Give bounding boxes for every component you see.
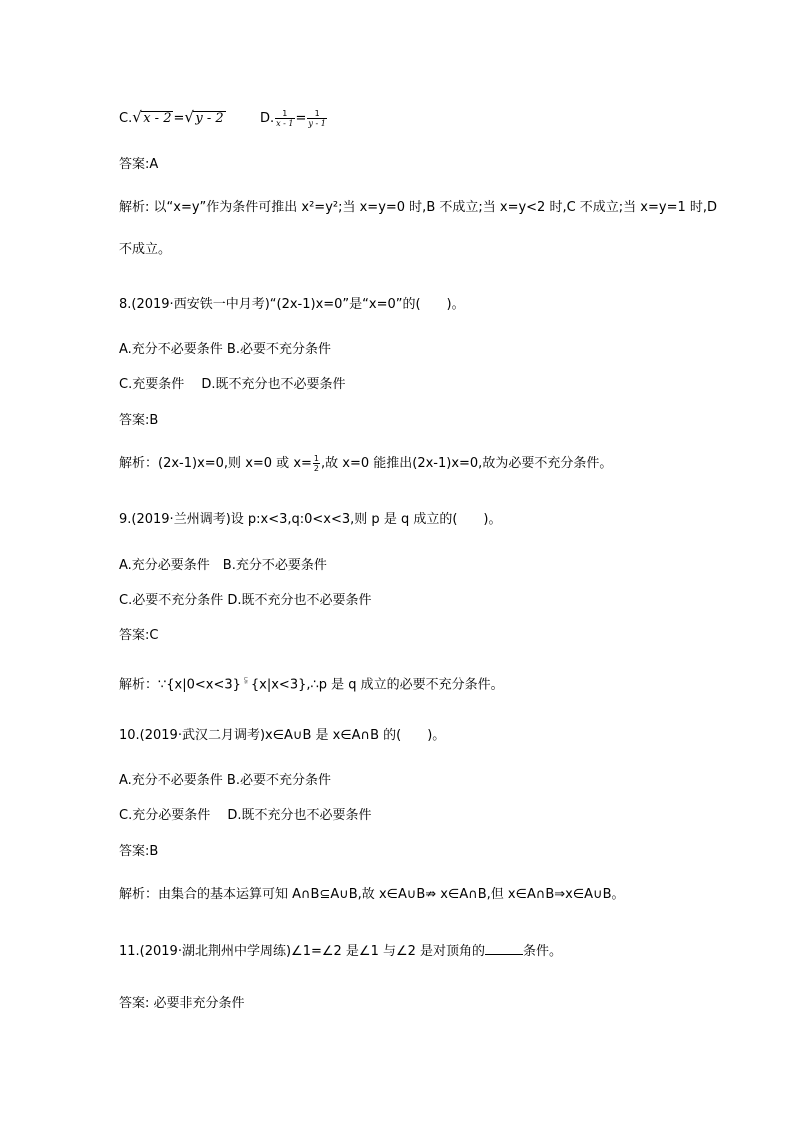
- q10-analysis: 解析：由集合的基本运算可知 A∩B⊆A∪B,故 x∈A∪B⇏ x∈A∩B,但 x∈A∩B⇒x∈A∪B。: [119, 887, 625, 902]
- q9-options-cd: C.必要不充分条件 D.既不充分也不必要条件: [119, 593, 372, 608]
- q9-stem: 9.(2019·兰州调考)设 p:x<3,q:0<x<3,则 p 是 q 成立的( )。: [119, 512, 502, 527]
- q8-stem: 8.(2019·西安铁一中月考)“(2x-1)x=0”是“x=0”的( )。: [119, 297, 465, 312]
- q7-options: C. √ x - 2 = √ y - 2 D. $\frac{1}{x - 1}$ = $\frac{1}{y - 1}$: [119, 108, 326, 128]
- q10-stem: 10.(2019·武汉二月调考)x∈A∪B 是 x∈A∩B 的( )。: [119, 728, 446, 743]
- q7-answer: 答案:A: [119, 157, 159, 172]
- fraction-one-half: $\frac{1}{2}$: [313, 454, 319, 473]
- q9-answer: 答案:C: [119, 628, 159, 643]
- option-d-label: D.: [259, 111, 275, 126]
- fraction-right: $\frac{1}{y - 1}$: [308, 109, 326, 128]
- proper-subset-symbol: ⫋: [243, 676, 248, 686]
- sqrt-right: √ y - 2: [184, 108, 224, 126]
- q7-analysis-line-1: 解析: 以“x=y”作为条件可推出 x²=y²;当 x=y=0 时,B 不成立;当 x=y<2 时,C 不成立;当 x=y=1 时,D: [119, 200, 718, 215]
- q7-analysis-line-2: 不成立。: [119, 242, 172, 257]
- q10-options-ab: A.充分不必要条件 B.必要不充分条件: [119, 773, 331, 788]
- q9-analysis: 解析：∵{x|0<x<3} ⫋ {x|x<3},∴p 是 q 成立的必要不充分条件。: [119, 676, 504, 693]
- q10-options-cd: C.充分必要条件 D.既不充分也不必要条件: [119, 808, 372, 823]
- sqrt-left: √ x - 2: [132, 108, 172, 126]
- answer-blank: [485, 943, 523, 955]
- q8-options-cd: C.充要条件 D.既不充分也不必要条件: [119, 377, 346, 392]
- q9-options-ab: A.充分必要条件 B.充分不必要条件: [119, 558, 327, 573]
- q8-options-ab: A.充分不必要条件 B.必要不充分条件: [119, 342, 331, 357]
- q8-answer: 答案:B: [119, 413, 159, 428]
- option-c-label: C.: [119, 111, 133, 126]
- q11-answer: 答案: 必要非充分条件: [119, 996, 245, 1011]
- fraction-left: $\frac{1}{x - 1}$: [276, 109, 294, 128]
- q8-analysis: 解析：(2x-1)x=0,则 x=0 或 x= $\frac{1}{2}$ ,故 x=0 能推出(2x-1)x=0,故为必要不充分条件。: [119, 454, 613, 473]
- q11-stem: 11.(2019·湖北荆州中学周练)∠1=∠2 是∠1 与∠2 是对顶角的 条件。: [119, 944, 563, 959]
- q10-answer: 答案:B: [119, 844, 159, 859]
